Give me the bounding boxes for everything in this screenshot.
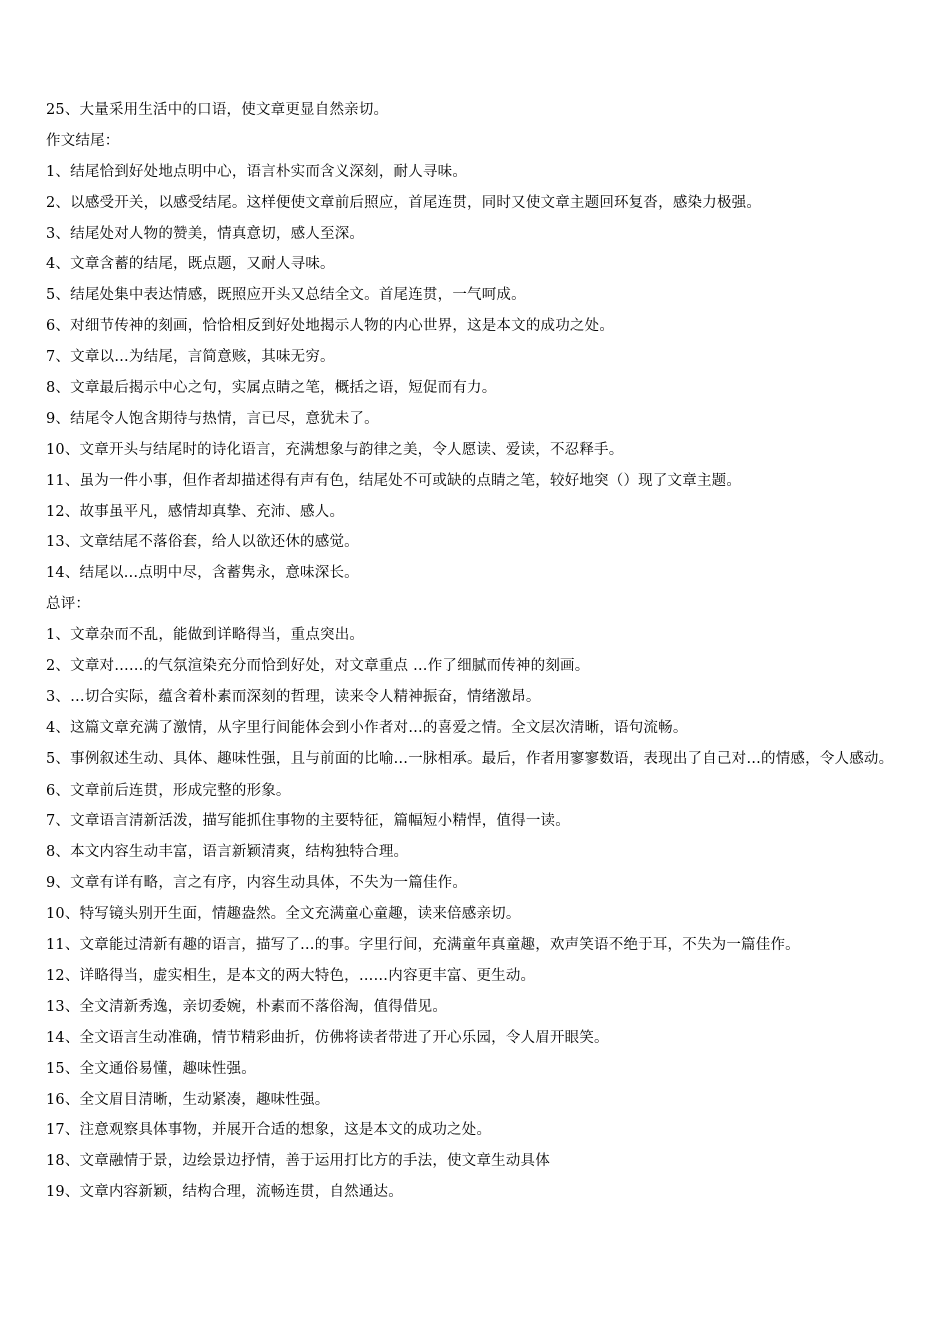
list-item: 6、文章前后连贯，形成完整的形象。 [46, 782, 291, 799]
list-item: 13、文章结尾不落俗套，给人以欲还休的感觉。 [46, 534, 359, 551]
list-item: 13、全文清新秀逸，亲切委婉，朴素而不落俗淘，值得借见。 [46, 998, 448, 1015]
section-heading-ending: 作文结尾： [46, 132, 120, 149]
list-item: 2、以感受开关，以感受结尾。这样便使文章前后照应，首尾连贯，同时又使文章主题回环复沓，感染力极强。 [46, 194, 762, 211]
list-item: 10、特写镜头别开生面，情趣盎然。全文充满童心童趣，读来倍感亲切。 [46, 906, 521, 923]
list-item: 4、这篇文章充满了激情，从字里行间能体会到小作者对…的喜爱之情。全文层次清晰，语句流畅。 [46, 719, 688, 736]
list-item: 6、对细节传神的刻画，恰恰相反到好处地揭示人物的内心世界，这是本文的成功之处。 [46, 318, 615, 335]
list-item: 18、文章融情于景，边绘景边抒情，善于运用打比方的手法，使文章生动具体 [46, 1153, 550, 1170]
list-item: 1、文章杂而不乱，能做到详略得当，重点突出。 [46, 627, 365, 644]
list-item: 12、故事虽平凡，感情却真挚、充沛、感人。 [46, 503, 345, 520]
list-item: 8、本文内容生动丰富，语言新颖清爽，结构独特合理。 [46, 844, 409, 861]
list-item: 19、文章内容新颖，结构合理，流畅连贯，自然通达。 [46, 1184, 403, 1201]
list-item: 2、文章对……的气氛渲染充分而恰到好处，对文章重点 …作了细腻而传神的刻画。 [46, 658, 590, 675]
list-item: 16、全文眉目清晰，生动紧凑，趣味性强。 [46, 1091, 330, 1108]
list-item: 9、文章有详有略，言之有序，内容生动具体，不失为一篇佳作。 [46, 875, 468, 892]
list-item: 5、事例叙述生动、具体、趣味性强，且与前面的比喻…一脉相承。最后，作者用寥寥数语，表现出了自己对…的情感，令人感动。 [46, 750, 894, 767]
list-item: 9、结尾令人饱含期待与热情，言已尽，意犹未了。 [46, 410, 379, 427]
list-item: 15、全文通俗易懂，趣味性强。 [46, 1060, 256, 1077]
document-page [46, 99, 912, 1212]
list-item: 10、文章开头与结尾时的诗化语言，充满想象与韵律之美，令人愿读、爱读，不忍释手。 [46, 441, 624, 458]
list-item: 11、文章能过清新有趣的语言，描写了…的事。字里行间，充满童年真童趣，欢声笑语不绝于耳，不失为一篇佳作。 [46, 937, 800, 954]
list-item: 7、文章语言清新活泼，描写能抓住事物的主要特征，篇幅短小精悍，值得一读。 [46, 813, 570, 830]
list-item: 3、结尾处对人物的赞美，情真意切，感人至深。 [46, 225, 365, 242]
section-heading-summary: 总评： [46, 596, 91, 613]
list-item: 11、虽为一件小事，但作者却描述得有声有色，结尾处不可或缺的点睛之笔，较好地突（）现了文章主题。 [46, 472, 742, 489]
list-item: 14、结尾以…点明中尽，含蓄隽永，意味深长。 [46, 565, 359, 582]
list-item: 14、全文语言生动准确，情节精彩曲折，仿佛将读者带进了开心乐园，令人眉开眼笑。 [46, 1029, 609, 1046]
list-item: 12、详略得当，虚实相生，是本文的两大特色，……内容更丰富、更生动。 [46, 967, 536, 984]
list-item: 7、文章以…为结尾，言简意赅，其味无穷。 [46, 349, 335, 366]
list-item: 4、文章含蓄的结尾，既点题，又耐人寻味。 [46, 256, 335, 273]
list-item: 3、…切合实际，蕴含着朴素而深刻的哲理，读来令人精神振奋，情绪激昂。 [46, 688, 541, 705]
list-item: 25、大量采用生活中的口语，使文章更显自然亲切。 [46, 102, 389, 118]
list-item: 8、文章最后揭示中心之句，实属点睛之笔，概括之语，短促而有力。 [46, 380, 497, 397]
list-item: 17、注意观察具体事物，并展开合适的想象，这是本文的成功之处。 [46, 1122, 492, 1139]
list-item: 1、结尾恰到好处地点明中心，语言朴实而含义深刻，耐人寻味。 [46, 163, 468, 180]
list-item: 5、结尾处集中表达情感，既照应开头又总结全文。首尾连贯，一气呵成。 [46, 287, 526, 304]
